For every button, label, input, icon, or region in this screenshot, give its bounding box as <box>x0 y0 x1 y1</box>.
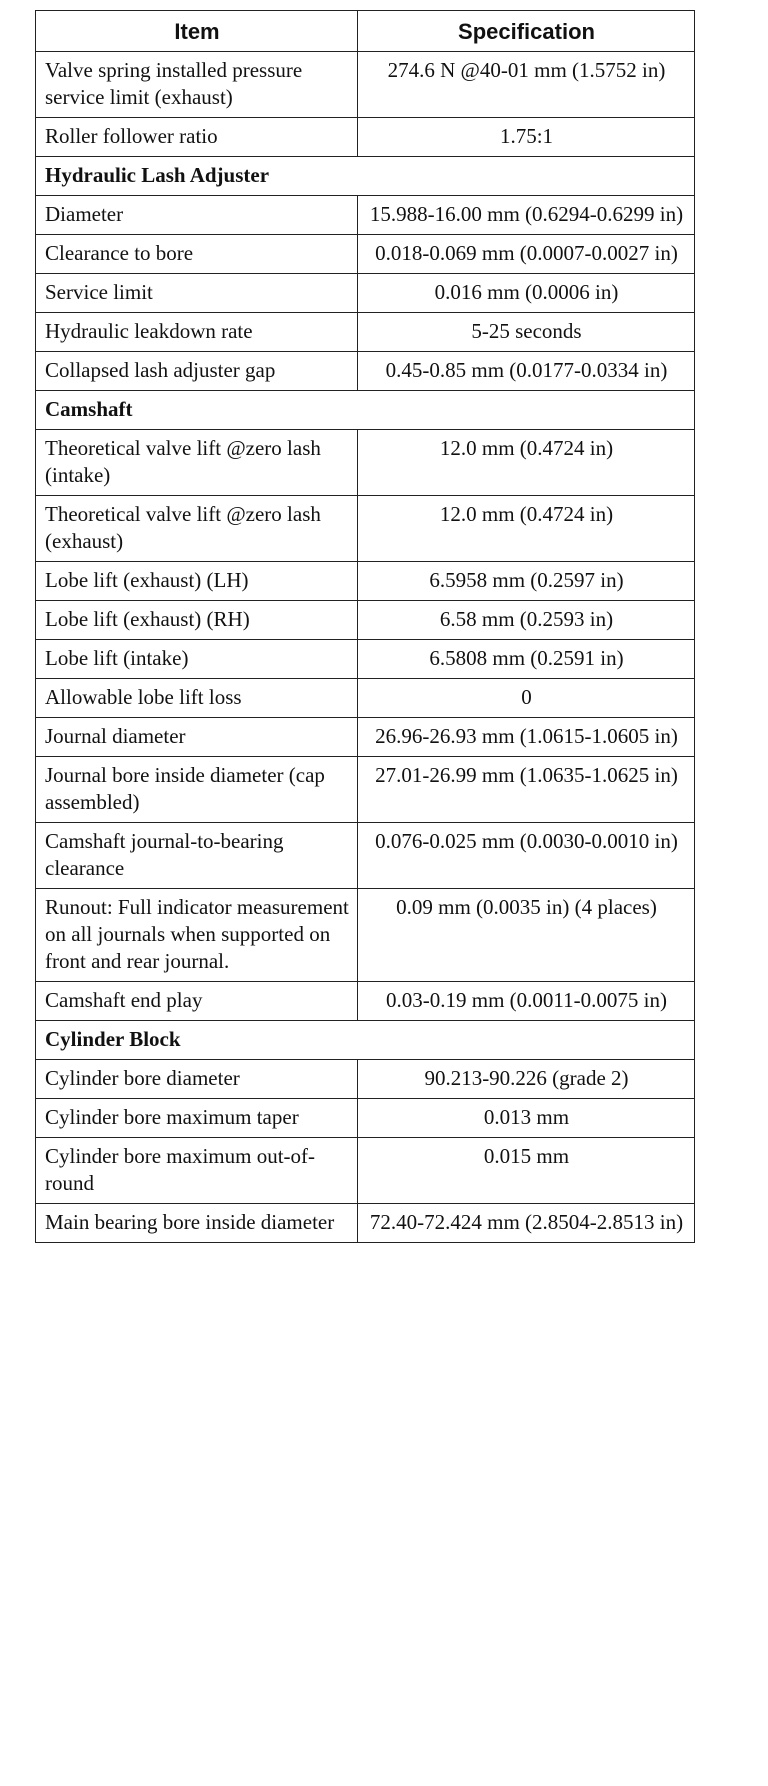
item-cell: Roller follower ratio <box>36 118 358 157</box>
item-cell: Service limit <box>36 274 358 313</box>
table-row <box>36 1060 695 1099</box>
table-row <box>36 718 695 757</box>
specification-table <box>35 10 695 1243</box>
specification-cell: 0.016 mm (0.0006 in) <box>358 274 695 313</box>
table-row <box>36 982 695 1021</box>
column-header-item: Item <box>36 11 358 52</box>
specification-cell: 90.213-90.226 (grade 2) <box>358 1060 695 1099</box>
table-row <box>36 52 695 118</box>
item-cell: Runout: Full indicator measurement on all journals when supported on front and rear journal. <box>36 889 358 982</box>
specification-cell: 6.58 mm (0.2593 in) <box>358 601 695 640</box>
item-cell: Theoretical valve lift @zero lash (exhaust) <box>36 496 358 562</box>
specification-cell: 5-25 seconds <box>358 313 695 352</box>
section-title: Hydraulic Lash Adjuster <box>36 157 695 196</box>
item-cell: Lobe lift (intake) <box>36 640 358 679</box>
table-row <box>36 274 695 313</box>
table-body <box>36 52 695 1243</box>
specification-cell: 72.40-72.424 mm (2.8504-2.8513 in) <box>358 1204 695 1243</box>
specification-cell: 27.01-26.99 mm (1.0635-1.0625 in) <box>358 757 695 823</box>
item-cell: Camshaft end play <box>36 982 358 1021</box>
table-row <box>36 196 695 235</box>
section-header-row <box>36 157 695 196</box>
table-row <box>36 352 695 391</box>
item-cell: Journal bore inside diameter (cap assembled) <box>36 757 358 823</box>
table-row <box>36 430 695 496</box>
item-cell: Theoretical valve lift @zero lash (intake) <box>36 430 358 496</box>
item-cell: Camshaft journal-to-bearing clearance <box>36 823 358 889</box>
table-row <box>36 1204 695 1243</box>
section-title: Cylinder Block <box>36 1021 695 1060</box>
item-cell: Diameter <box>36 196 358 235</box>
specification-cell: 0.45-0.85 mm (0.0177-0.0334 in) <box>358 352 695 391</box>
item-cell: Clearance to bore <box>36 235 358 274</box>
item-cell: Collapsed lash adjuster gap <box>36 352 358 391</box>
section-title: Camshaft <box>36 391 695 430</box>
item-cell: Journal diameter <box>36 718 358 757</box>
specification-cell: 6.5808 mm (0.2591 in) <box>358 640 695 679</box>
table-row <box>36 601 695 640</box>
table-row <box>36 640 695 679</box>
item-cell: Cylinder bore maximum out-of-round <box>36 1138 358 1204</box>
specification-cell: 0.013 mm <box>358 1099 695 1138</box>
specification-cell: 0 <box>358 679 695 718</box>
item-cell: Hydraulic leakdown rate <box>36 313 358 352</box>
table-row <box>36 889 695 982</box>
specification-cell: 1.75:1 <box>358 118 695 157</box>
item-cell: Main bearing bore inside diameter <box>36 1204 358 1243</box>
table-row <box>36 757 695 823</box>
table-row <box>36 118 695 157</box>
column-header-specification: Specification <box>358 11 695 52</box>
item-cell: Allowable lobe lift loss <box>36 679 358 718</box>
table-row <box>36 313 695 352</box>
specification-cell: 12.0 mm (0.4724 in) <box>358 496 695 562</box>
table-row <box>36 823 695 889</box>
table-row <box>36 235 695 274</box>
table-row <box>36 1138 695 1204</box>
specification-cell: 26.96-26.93 mm (1.0615-1.0605 in) <box>358 718 695 757</box>
section-header-row <box>36 391 695 430</box>
specification-cell: 0.018-0.069 mm (0.0007-0.0027 in) <box>358 235 695 274</box>
specification-cell: 0.076-0.025 mm (0.0030-0.0010 in) <box>358 823 695 889</box>
table-row <box>36 1099 695 1138</box>
table-row <box>36 679 695 718</box>
item-cell: Lobe lift (exhaust) (LH) <box>36 562 358 601</box>
specification-cell: 12.0 mm (0.4724 in) <box>358 430 695 496</box>
specification-cell: 6.5958 mm (0.2597 in) <box>358 562 695 601</box>
specification-cell: 274.6 N @40-01 mm (1.5752 in) <box>358 52 695 118</box>
table-row <box>36 562 695 601</box>
table-row <box>36 496 695 562</box>
specification-cell: 0.09 mm (0.0035 in) (4 places) <box>358 889 695 982</box>
item-cell: Cylinder bore diameter <box>36 1060 358 1099</box>
specification-cell: 0.015 mm <box>358 1138 695 1204</box>
section-header-row <box>36 1021 695 1060</box>
item-cell: Valve spring installed pressure service limit (exhaust) <box>36 52 358 118</box>
item-cell: Lobe lift (exhaust) (RH) <box>36 601 358 640</box>
header-row <box>36 11 695 52</box>
item-cell: Cylinder bore maximum taper <box>36 1099 358 1138</box>
specification-cell: 15.988-16.00 mm (0.6294-0.6299 in) <box>358 196 695 235</box>
specification-cell: 0.03-0.19 mm (0.0011-0.0075 in) <box>358 982 695 1021</box>
